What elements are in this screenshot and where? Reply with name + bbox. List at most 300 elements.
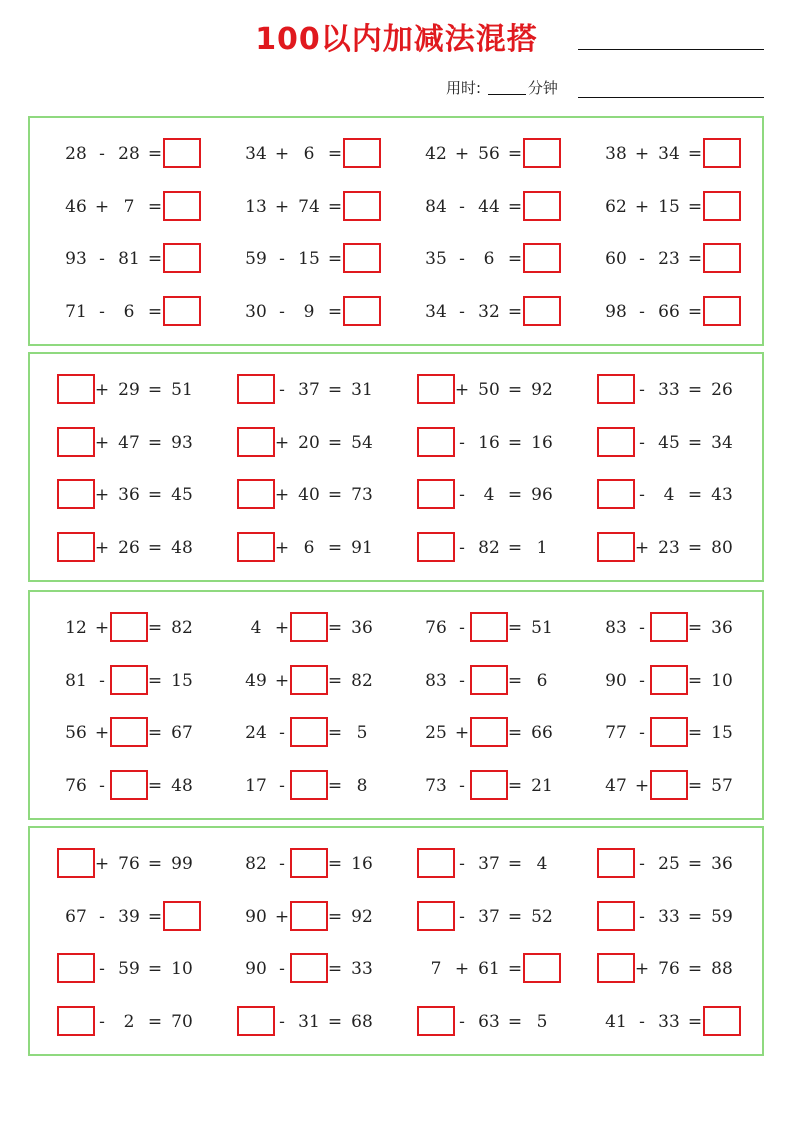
number-text: 34 [245, 144, 267, 164]
number-text: 6 [303, 144, 315, 164]
number-text: 96 [531, 485, 553, 505]
answer-box[interactable] [417, 901, 455, 931]
equals-sign: = [147, 380, 163, 400]
problem-section [28, 590, 764, 820]
number-text: 1 [536, 538, 548, 558]
answer-box[interactable] [523, 953, 561, 983]
minus-sign: - [279, 776, 285, 796]
number-text: 76 [65, 776, 87, 796]
number-text: 90 [245, 959, 267, 979]
number-text: 10 [711, 671, 733, 691]
minus-sign: - [279, 249, 285, 269]
number-text: 56 [65, 723, 87, 743]
answer-box[interactable] [703, 138, 741, 168]
number-text: 36 [351, 618, 373, 638]
number-text: 28 [65, 144, 87, 164]
equals-sign: = [147, 485, 163, 505]
plus-sign: + [454, 380, 470, 400]
minutes-label: 分钟 [527, 79, 558, 97]
number-text: 9 [303, 302, 315, 322]
plus-sign: + [274, 144, 290, 164]
plus-sign: + [274, 907, 290, 927]
number-text: 51 [531, 618, 553, 638]
minus-sign: - [459, 1012, 465, 1032]
plus-sign: + [634, 959, 650, 979]
minus-sign: - [459, 249, 465, 269]
minutes-blank[interactable] [488, 94, 526, 95]
equals-sign: = [327, 723, 343, 743]
number-text: 45 [658, 433, 680, 453]
equals-sign: = [327, 959, 343, 979]
time-blank-line[interactable] [578, 97, 764, 98]
number-text: 90 [605, 671, 627, 691]
number-text: 77 [605, 723, 627, 743]
number-text: 54 [351, 433, 373, 453]
number-text: 80 [711, 538, 733, 558]
number-text: 34 [425, 302, 447, 322]
plus-sign: + [274, 485, 290, 505]
number-text: 46 [65, 197, 87, 217]
number-text: 76 [425, 618, 447, 638]
equals-sign: = [327, 302, 343, 322]
equals-sign: = [687, 144, 703, 164]
answer-box[interactable] [290, 717, 328, 747]
number-text: 47 [605, 776, 627, 796]
equals-sign: = [507, 302, 523, 322]
number-text: 15 [711, 723, 733, 743]
answer-box[interactable] [650, 665, 688, 695]
minus-sign: - [99, 671, 105, 691]
number-text: 59 [118, 959, 140, 979]
equals-sign: = [687, 197, 703, 217]
equals-sign: = [327, 249, 343, 269]
minus-sign: - [459, 618, 465, 638]
minus-sign: - [639, 671, 645, 691]
number-text: 84 [425, 197, 447, 217]
number-text: 36 [118, 485, 140, 505]
equals-sign: = [687, 485, 703, 505]
plus-sign: + [274, 538, 290, 558]
plus-sign: + [274, 671, 290, 691]
problem-section [28, 352, 764, 582]
minus-sign: - [639, 723, 645, 743]
answer-box[interactable] [650, 770, 688, 800]
number-text: 74 [298, 197, 320, 217]
equals-sign: = [147, 1012, 163, 1032]
number-text: 41 [605, 1012, 627, 1032]
equals-sign: = [147, 433, 163, 453]
number-text: 16 [478, 433, 500, 453]
equals-sign: = [507, 907, 523, 927]
number-text: 40 [298, 485, 320, 505]
answer-box[interactable] [237, 427, 275, 457]
number-text: 33 [658, 380, 680, 400]
number-text: 71 [65, 302, 87, 322]
answer-box[interactable] [417, 374, 455, 404]
answer-box[interactable] [57, 427, 95, 457]
plus-sign: + [274, 197, 290, 217]
answer-box[interactable] [237, 479, 275, 509]
answer-box[interactable] [597, 901, 635, 931]
minus-sign: - [99, 144, 105, 164]
equals-sign: = [147, 538, 163, 558]
answer-box[interactable] [110, 612, 148, 642]
answer-box[interactable] [703, 1006, 741, 1036]
answer-box[interactable] [523, 243, 561, 273]
number-text: 29 [118, 380, 140, 400]
plus-sign: + [94, 538, 110, 558]
equals-sign: = [147, 776, 163, 796]
problem-section [28, 116, 764, 346]
number-text: 76 [118, 854, 140, 874]
answer-box[interactable] [163, 138, 201, 168]
number-text: 93 [171, 433, 193, 453]
number-text: 25 [658, 854, 680, 874]
number-text: 62 [605, 197, 627, 217]
plus-sign: + [94, 723, 110, 743]
equals-sign: = [507, 671, 523, 691]
number-text: 26 [118, 538, 140, 558]
answer-box[interactable] [343, 243, 381, 273]
minus-sign: - [459, 538, 465, 558]
equals-sign: = [507, 538, 523, 558]
page-title: 100以内加减法混搭 [255, 22, 538, 57]
answer-box[interactable] [290, 901, 328, 931]
minus-sign: - [639, 1012, 645, 1032]
number-text: 28 [118, 144, 140, 164]
answer-box[interactable] [417, 1006, 455, 1036]
number-text: 4 [250, 618, 262, 638]
answer-box[interactable] [597, 479, 635, 509]
equals-sign: = [687, 776, 703, 796]
answer-box[interactable] [470, 612, 508, 642]
number-text: 63 [478, 1012, 500, 1032]
answer-box[interactable] [163, 191, 201, 221]
minus-sign: - [99, 959, 105, 979]
equals-sign: = [327, 618, 343, 638]
number-text: 31 [298, 1012, 320, 1032]
number-text: 5 [356, 723, 368, 743]
equals-sign: = [327, 538, 343, 558]
equals-sign: = [507, 723, 523, 743]
number-text: 21 [531, 776, 553, 796]
minus-sign: - [639, 380, 645, 400]
minus-sign: - [279, 854, 285, 874]
minus-sign: - [279, 959, 285, 979]
number-text: 47 [118, 433, 140, 453]
equals-sign: = [147, 302, 163, 322]
number-text: 38 [605, 144, 627, 164]
equals-sign: = [687, 907, 703, 927]
answer-box[interactable] [343, 191, 381, 221]
number-text: 4 [536, 854, 548, 874]
minus-sign: - [639, 618, 645, 638]
answer-box[interactable] [57, 953, 95, 983]
number-text: 6 [123, 302, 135, 322]
number-text: 93 [65, 249, 87, 269]
number-text: 17 [245, 776, 267, 796]
number-text: 24 [245, 723, 267, 743]
equals-sign: = [687, 959, 703, 979]
equals-sign: = [687, 538, 703, 558]
equals-sign: = [687, 433, 703, 453]
answer-box[interactable] [110, 770, 148, 800]
answer-box[interactable] [163, 296, 201, 326]
answer-box[interactable] [650, 717, 688, 747]
answer-box[interactable] [703, 191, 741, 221]
number-text: 66 [531, 723, 553, 743]
answer-box[interactable] [597, 848, 635, 878]
answer-box[interactable] [110, 717, 148, 747]
plus-sign: + [634, 144, 650, 164]
answer-box[interactable] [417, 532, 455, 562]
answer-box[interactable] [343, 138, 381, 168]
answer-box[interactable] [523, 191, 561, 221]
equals-sign: = [507, 959, 523, 979]
answer-box[interactable] [703, 243, 741, 273]
number-text: 91 [351, 538, 373, 558]
answer-box[interactable] [470, 770, 508, 800]
number-text: 92 [531, 380, 553, 400]
plus-sign: + [94, 485, 110, 505]
number-text: 59 [245, 249, 267, 269]
number-text: 15 [171, 671, 193, 691]
minus-sign: - [639, 433, 645, 453]
equals-sign: = [327, 1012, 343, 1032]
equals-sign: = [507, 433, 523, 453]
number-text: 4 [663, 485, 675, 505]
equals-sign: = [327, 854, 343, 874]
equals-sign: = [147, 907, 163, 927]
minus-sign: - [99, 249, 105, 269]
number-text: 48 [171, 776, 193, 796]
minus-sign: - [639, 907, 645, 927]
minus-sign: - [639, 249, 645, 269]
equals-sign: = [507, 854, 523, 874]
equals-sign: = [507, 485, 523, 505]
minus-sign: - [99, 907, 105, 927]
equals-sign: = [147, 618, 163, 638]
equals-sign: = [147, 671, 163, 691]
equals-sign: = [687, 723, 703, 743]
number-text: 31 [351, 380, 373, 400]
equals-sign: = [327, 433, 343, 453]
number-text: 37 [298, 380, 320, 400]
answer-box[interactable] [523, 138, 561, 168]
name-blank-line[interactable] [578, 49, 764, 50]
equals-sign: = [147, 249, 163, 269]
equals-sign: = [327, 907, 343, 927]
plus-sign: + [94, 618, 110, 638]
answer-box[interactable] [57, 374, 95, 404]
answer-box[interactable] [57, 1006, 95, 1036]
answer-box[interactable] [470, 717, 508, 747]
number-text: 36 [711, 618, 733, 638]
number-text: 7 [430, 959, 442, 979]
number-text: 39 [118, 907, 140, 927]
answer-box[interactable] [290, 953, 328, 983]
minus-sign: - [639, 302, 645, 322]
number-text: 20 [298, 433, 320, 453]
number-text: 60 [605, 249, 627, 269]
number-text: 30 [245, 302, 267, 322]
answer-box[interactable] [597, 532, 635, 562]
number-text: 42 [425, 144, 447, 164]
number-text: 70 [171, 1012, 193, 1032]
answer-box[interactable] [417, 479, 455, 509]
minus-sign: - [459, 433, 465, 453]
answer-box[interactable] [57, 532, 95, 562]
answer-box[interactable] [597, 427, 635, 457]
equals-sign: = [687, 302, 703, 322]
number-text: 35 [425, 249, 447, 269]
answer-box[interactable] [290, 665, 328, 695]
number-text: 73 [425, 776, 447, 796]
time-label: 用时: [446, 79, 482, 97]
answer-box[interactable] [237, 374, 275, 404]
minus-sign: - [99, 1012, 105, 1032]
number-text: 36 [711, 854, 733, 874]
number-text: 25 [425, 723, 447, 743]
answer-box[interactable] [597, 953, 635, 983]
answer-box[interactable] [237, 1006, 275, 1036]
number-text: 45 [171, 485, 193, 505]
equals-sign: = [507, 618, 523, 638]
plus-sign: + [454, 723, 470, 743]
number-text: 43 [711, 485, 733, 505]
number-text: 33 [658, 1012, 680, 1032]
equals-sign: = [507, 380, 523, 400]
number-text: 10 [171, 959, 193, 979]
equals-sign: = [507, 1012, 523, 1032]
answer-box[interactable] [650, 612, 688, 642]
equals-sign: = [687, 618, 703, 638]
number-text: 88 [711, 959, 733, 979]
number-text: 82 [478, 538, 500, 558]
number-text: 16 [351, 854, 373, 874]
equals-sign: = [327, 197, 343, 217]
number-text: 15 [658, 197, 680, 217]
number-text: 61 [478, 959, 500, 979]
problem-section [28, 826, 764, 1056]
minus-sign: - [279, 723, 285, 743]
equals-sign: = [327, 380, 343, 400]
answer-box[interactable] [290, 612, 328, 642]
number-text: 73 [351, 485, 373, 505]
number-text: 66 [658, 302, 680, 322]
plus-sign: + [634, 197, 650, 217]
equals-sign: = [327, 144, 343, 164]
equals-sign: = [507, 144, 523, 164]
number-text: 49 [245, 671, 267, 691]
number-text: 82 [245, 854, 267, 874]
plus-sign: + [634, 538, 650, 558]
number-text: 6 [303, 538, 315, 558]
answer-box[interactable] [237, 532, 275, 562]
number-text: 2 [123, 1012, 135, 1032]
number-text: 67 [171, 723, 193, 743]
number-text: 6 [536, 671, 548, 691]
answer-box[interactable] [523, 296, 561, 326]
answer-box[interactable] [57, 479, 95, 509]
number-text: 50 [478, 380, 500, 400]
plus-sign: + [454, 959, 470, 979]
equals-sign: = [147, 144, 163, 164]
number-text: 44 [478, 197, 500, 217]
time-label-group [446, 77, 558, 98]
number-text: 48 [171, 538, 193, 558]
minus-sign: - [279, 380, 285, 400]
number-text: 81 [65, 671, 87, 691]
minus-sign: - [639, 485, 645, 505]
plus-sign: + [274, 618, 290, 638]
number-text: 83 [425, 671, 447, 691]
answer-box[interactable] [703, 296, 741, 326]
minus-sign: - [459, 776, 465, 796]
number-text: 13 [245, 197, 267, 217]
equals-sign: = [147, 723, 163, 743]
answer-box[interactable] [343, 296, 381, 326]
number-text: 23 [658, 249, 680, 269]
number-text: 37 [478, 854, 500, 874]
number-text: 12 [65, 618, 87, 638]
answer-box[interactable] [597, 374, 635, 404]
number-text: 23 [658, 538, 680, 558]
equals-sign: = [687, 1012, 703, 1032]
answer-box[interactable] [417, 427, 455, 457]
minus-sign: - [279, 302, 285, 322]
answer-box[interactable] [57, 848, 95, 878]
equals-sign: = [687, 671, 703, 691]
number-text: 83 [605, 618, 627, 638]
plus-sign: + [94, 433, 110, 453]
plus-sign: + [454, 144, 470, 164]
equals-sign: = [327, 776, 343, 796]
minus-sign: - [459, 302, 465, 322]
equals-sign: = [147, 197, 163, 217]
equals-sign: = [327, 671, 343, 691]
number-text: 34 [711, 433, 733, 453]
number-text: 33 [351, 959, 373, 979]
answer-box[interactable] [290, 770, 328, 800]
number-text: 51 [171, 380, 193, 400]
number-text: 57 [711, 776, 733, 796]
answer-box[interactable] [470, 665, 508, 695]
number-text: 34 [658, 144, 680, 164]
equals-sign: = [687, 249, 703, 269]
answer-box[interactable] [163, 901, 201, 931]
minus-sign: - [279, 1012, 285, 1032]
number-text: 59 [711, 907, 733, 927]
plus-sign: + [274, 433, 290, 453]
plus-sign: + [94, 197, 110, 217]
equals-sign: = [687, 854, 703, 874]
minus-sign: - [459, 671, 465, 691]
answer-box[interactable] [163, 243, 201, 273]
answer-box[interactable] [290, 848, 328, 878]
number-text: 4 [483, 485, 495, 505]
number-text: 67 [65, 907, 87, 927]
minus-sign: - [459, 907, 465, 927]
number-text: 5 [536, 1012, 548, 1032]
number-text: 52 [531, 907, 553, 927]
number-text: 76 [658, 959, 680, 979]
minus-sign: - [459, 485, 465, 505]
equals-sign: = [507, 776, 523, 796]
answer-box[interactable] [417, 848, 455, 878]
plus-sign: + [634, 776, 650, 796]
answer-box[interactable] [110, 665, 148, 695]
